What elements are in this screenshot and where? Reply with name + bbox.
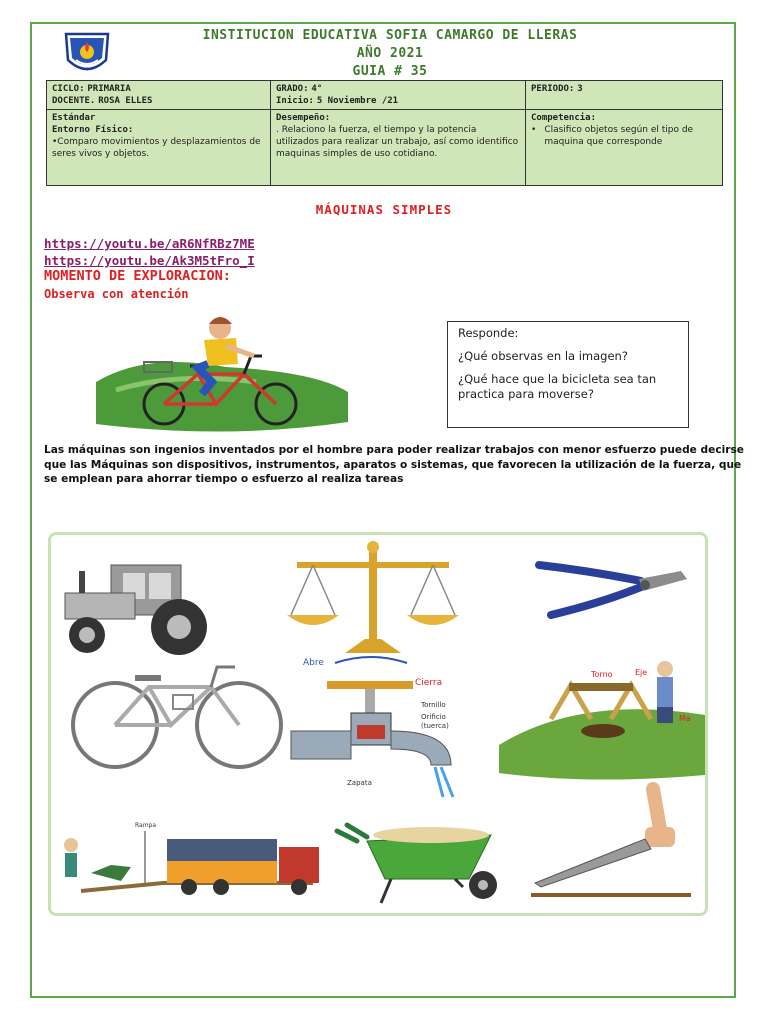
info-table bbox=[46, 80, 723, 186]
cell-estandar bbox=[47, 110, 271, 186]
periodo-value: 3 bbox=[577, 84, 583, 94]
docente-label: DOCENTE. bbox=[52, 96, 96, 106]
cell-ciclo-docente bbox=[47, 81, 271, 110]
tuerca-label: (tuerca) bbox=[421, 722, 449, 730]
pliers-icon bbox=[539, 565, 687, 615]
entorno-label: Entorno Físico: bbox=[52, 125, 134, 135]
grado-label: GRADO: bbox=[276, 84, 309, 94]
knife-wedge-icon bbox=[531, 789, 691, 895]
wheelbarrow-icon bbox=[337, 825, 497, 903]
video-link-2[interactable]: https://youtu.be/Ak3M5tFro_I bbox=[44, 253, 255, 268]
docente-value: ROSA ELLES bbox=[98, 96, 153, 106]
moment-heading: MOMENTO DE EXPLORACION: bbox=[44, 268, 231, 284]
competencia-bullet: • bbox=[531, 125, 537, 135]
periodo-label: PERIODO: bbox=[531, 84, 575, 94]
boy-on-bicycle-illustration bbox=[86, 312, 356, 440]
ma-label: Ma bbox=[679, 714, 691, 723]
responde-box bbox=[447, 321, 689, 428]
cell-periodo bbox=[526, 81, 723, 110]
ciclo-label: CICLO: bbox=[52, 84, 85, 94]
faucet-icon bbox=[291, 657, 453, 797]
estandar-label: Estándar bbox=[52, 113, 96, 123]
tractor-icon bbox=[65, 565, 207, 655]
torno-label: Torno bbox=[591, 670, 613, 679]
abre-label: Abre bbox=[303, 658, 324, 668]
competencia-label: Competencia: bbox=[531, 113, 597, 123]
bicycle-icon bbox=[73, 667, 281, 767]
ramp-label: Rampa bbox=[135, 822, 157, 829]
question-1: ¿Qué observas en la imagen? bbox=[458, 349, 628, 363]
ciclo-value: PRIMARIA bbox=[87, 84, 131, 94]
simple-machines-gallery bbox=[48, 532, 708, 916]
eje-label: Eje bbox=[635, 668, 648, 677]
inicio-label: Inicio: bbox=[276, 96, 314, 106]
grado-value: 4° bbox=[311, 84, 323, 94]
cell-desempeno bbox=[271, 110, 526, 186]
tornillo-label: Tornillo bbox=[421, 701, 446, 709]
ramp-truck-icon bbox=[64, 822, 319, 895]
responde-heading: Responde: bbox=[458, 326, 519, 340]
school-logo bbox=[60, 30, 114, 80]
guide-number: GUIA # 35 bbox=[352, 64, 428, 79]
year: AÑO 2021 bbox=[356, 46, 424, 61]
page-title: MÁQUINAS SIMPLES bbox=[315, 202, 453, 217]
estandar-text: •Comparo movimientos y desplazamientos de seres vivos y objetos. bbox=[52, 137, 261, 159]
question-2: ¿Qué hace que la bicicleta sea tan practica para moverse? bbox=[458, 372, 657, 401]
balance-scale-icon bbox=[287, 541, 459, 653]
cell-grado-inicio bbox=[271, 81, 526, 110]
competencia-text: Clasifico objetos según el tipo de maquina que corresponde bbox=[544, 125, 694, 147]
cierra-label: Cierra bbox=[415, 678, 443, 688]
gallery-illustrations bbox=[51, 535, 705, 913]
orificio-label: Orificio bbox=[421, 713, 446, 721]
observe-instruction: Observa con atención bbox=[44, 287, 189, 301]
cell-competencia bbox=[526, 110, 723, 186]
video-link-1[interactable]: https://youtu.be/aR6NfRBz7ME bbox=[44, 236, 255, 251]
inicio-value: 5 Noviembre /21 bbox=[316, 96, 399, 106]
desempeno-label: Desempeño: bbox=[276, 113, 331, 123]
desempeno-text: . Relaciono la fuerza, el tiempo y la potencia utilizados para realizar un trabajo, así como identifico maquinas simples de uso cotidiano. bbox=[276, 125, 519, 159]
winch-well-icon bbox=[499, 661, 705, 780]
school-name: INSTITUCION EDUCATIVA SOFIA CAMARGO DE LLERAS bbox=[202, 28, 578, 43]
zapata-label: Zapata bbox=[347, 779, 372, 787]
machines-definition-paragraph: Las máquinas son ingenios inventados por el hombre para poder realizar trabajos con menor esfuerzo puede decirse que las Máquinas son dispositivos, instrumentos, aparatos o sistemas, que favorecen la utilización de la fuerza, que se emplean para ahorrar tiempo o esfuerzo al realiza tareas bbox=[44, 444, 744, 485]
